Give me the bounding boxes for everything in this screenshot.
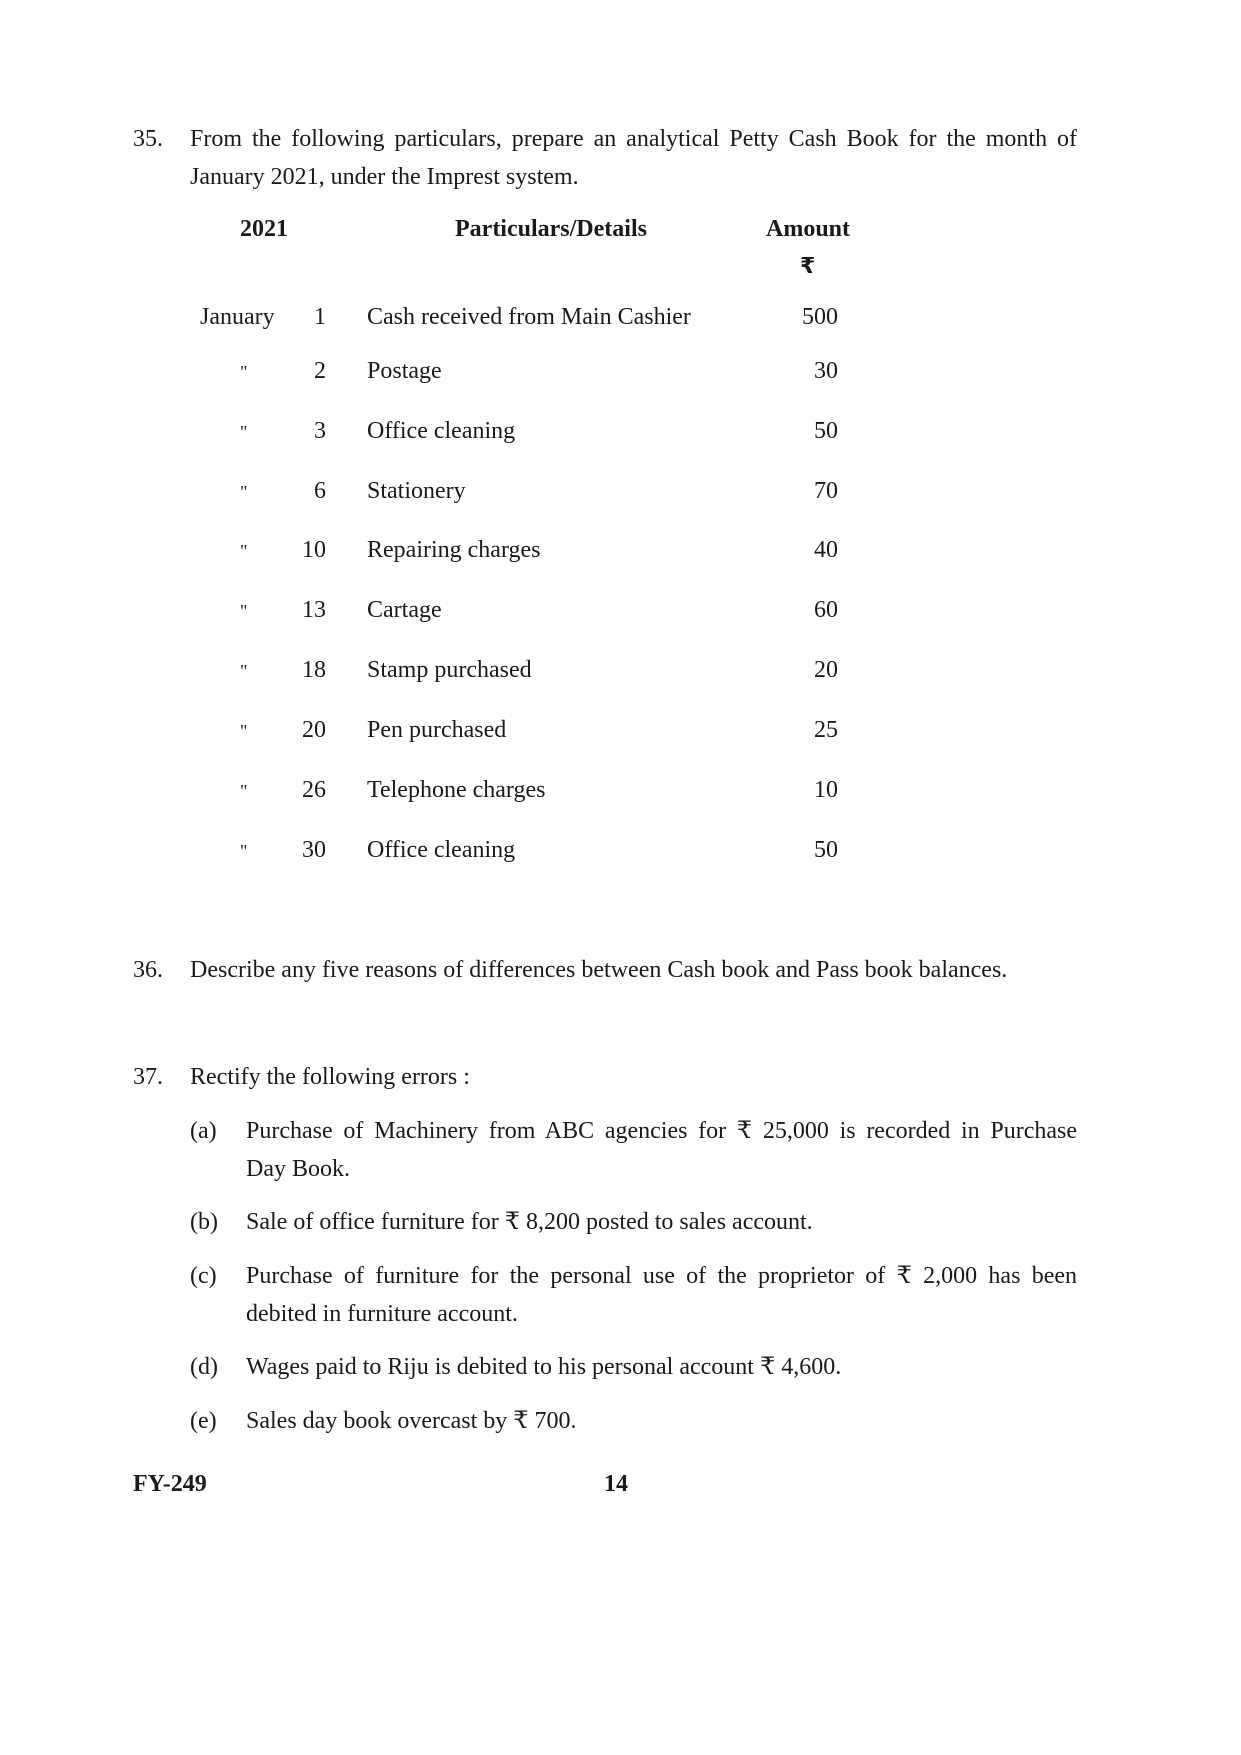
question-37-text: Rectify the following errors : xyxy=(190,1064,470,1090)
row-amount: 50 xyxy=(814,837,838,863)
table-header-amount: Amount xyxy=(766,216,851,242)
row-ditto-mark: " xyxy=(240,781,247,801)
question-37-number: 37. xyxy=(133,1064,163,1090)
table-row xyxy=(0,717,1241,753)
row-ditto-mark: " xyxy=(240,482,247,502)
table-row xyxy=(0,837,1241,873)
footer-exam-code: FY-249 xyxy=(133,1471,207,1497)
footer-page-number: 14 xyxy=(604,1471,628,1497)
row-day: 3 xyxy=(314,418,326,444)
row-amount: 70 xyxy=(814,478,838,504)
row-description: Pen purchased xyxy=(367,717,507,743)
row-description: Stamp purchased xyxy=(367,657,532,683)
question-36-text: Describe any five reasons of differences between Cash book and Pass book balances. xyxy=(190,957,1008,983)
table-row xyxy=(0,657,1241,693)
row-description: Office cleaning xyxy=(367,418,516,444)
row-day: 2 xyxy=(314,358,326,384)
error-item-text-line-1: Sales day book overcast by ₹ 700. xyxy=(246,1408,577,1434)
table-header-currency: ₹ xyxy=(800,254,816,279)
table-header-year: 2021 xyxy=(240,216,288,242)
row-day: 6 xyxy=(314,478,326,504)
row-amount: 25 xyxy=(814,717,838,743)
error-item-text-line-2: debited in furniture account. xyxy=(246,1301,518,1327)
question-35-text-line-1: From the following particulars, prepare an analytical Petty Cash Book for the month of xyxy=(190,126,1077,152)
row-amount: 500 xyxy=(802,304,838,330)
row-amount: 10 xyxy=(814,777,838,803)
table-row xyxy=(0,777,1241,813)
row-amount: 50 xyxy=(814,418,838,444)
error-item-text-line-1: Sale of office furniture for ₹ 8,200 posted to sales account. xyxy=(246,1209,813,1235)
row-day: 30 xyxy=(302,837,326,863)
row-description: Cartage xyxy=(367,597,442,623)
row-amount: 60 xyxy=(814,597,838,623)
row-description: Postage xyxy=(367,358,442,384)
row-ditto-mark: " xyxy=(240,541,247,561)
table-row xyxy=(0,358,1241,394)
row-day: 10 xyxy=(302,537,326,563)
error-item-text-line-1: Purchase of furniture for the personal use of the proprietor of ₹ 2,000 has been xyxy=(246,1263,1077,1289)
error-item-letter: (c) xyxy=(190,1263,217,1289)
question-36-number: 36. xyxy=(133,957,163,983)
error-item-letter: (d) xyxy=(190,1354,218,1380)
question-35-text-line-2: January 2021, under the Imprest system. xyxy=(190,164,579,190)
error-item-letter: (e) xyxy=(190,1408,217,1434)
table-row xyxy=(0,418,1241,454)
error-item-letter: (a) xyxy=(190,1118,217,1144)
row-ditto-mark: " xyxy=(240,841,247,861)
row-description: Stationery xyxy=(367,478,466,504)
table-header-particulars: Particulars/Details xyxy=(455,216,647,242)
row-ditto-mark: " xyxy=(240,601,247,621)
row-description: Telephone charges xyxy=(367,777,546,803)
table-row xyxy=(0,537,1241,573)
row-month: January xyxy=(200,304,275,330)
row-day: 18 xyxy=(302,657,326,683)
table-row xyxy=(0,597,1241,633)
row-day: 20 xyxy=(302,717,326,743)
row-description: Office cleaning xyxy=(367,837,516,863)
row-description: Repairing charges xyxy=(367,537,541,563)
row-ditto-mark: " xyxy=(240,362,247,382)
row-day: 1 xyxy=(314,304,326,330)
error-item-text-line-2: Day Book. xyxy=(246,1156,350,1182)
row-day: 26 xyxy=(302,777,326,803)
row-amount: 40 xyxy=(814,537,838,563)
row-day: 13 xyxy=(302,597,326,623)
table-row xyxy=(0,304,1241,340)
row-ditto-mark: " xyxy=(240,422,247,442)
row-ditto-mark: " xyxy=(240,721,247,741)
question-35-number: 35. xyxy=(133,126,163,152)
row-ditto-mark: " xyxy=(240,661,247,681)
row-amount: 30 xyxy=(814,358,838,384)
error-item-text-line-1: Purchase of Machinery from ABC agencies for ₹ 25,000 is recorded in Purchase xyxy=(246,1118,1077,1144)
table-row xyxy=(0,478,1241,514)
row-description: Cash received from Main Cashier xyxy=(367,304,691,330)
row-amount: 20 xyxy=(814,657,838,683)
error-item-text-line-1: Wages paid to Riju is debited to his personal account ₹ 4,600. xyxy=(246,1354,842,1380)
error-item-letter: (b) xyxy=(190,1209,218,1235)
